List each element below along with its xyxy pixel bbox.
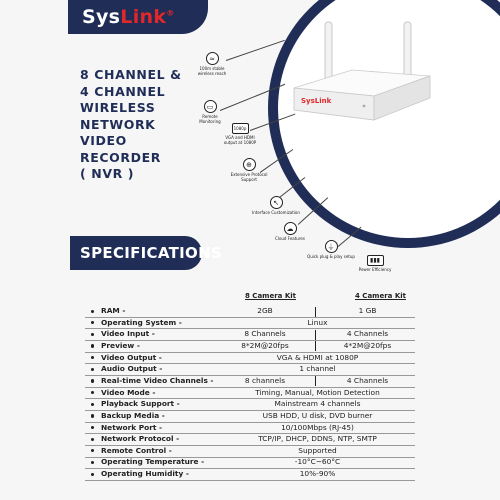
- bullet-icon: [91, 473, 94, 476]
- spec-value-8-camera: 8 Channels: [244, 329, 286, 339]
- feature-label: VGA and HDMI output at 1080P: [223, 135, 257, 145]
- spec-label: Preview -: [101, 340, 140, 350]
- bullet-icon: [91, 403, 94, 406]
- spec-row: [85, 306, 415, 317]
- spec-label: RAM -: [101, 306, 126, 315]
- bullet-icon: [91, 333, 94, 336]
- spec-value-4-camera: 4*2M@20fps: [343, 340, 392, 350]
- spec-label: Audio Output -: [101, 364, 163, 374]
- cursor-icon: ↖: [270, 196, 283, 209]
- bullet-icon: [91, 356, 94, 359]
- column-header-8-camera: 8 Camera Kit: [245, 292, 296, 300]
- spec-value: USB HDD, U disk, DVD burner: [262, 410, 373, 420]
- spec-row: [85, 353, 415, 364]
- spec-label: Network Protocol -: [101, 434, 180, 444]
- feature-plug: [306, 240, 356, 259]
- spec-label: Backup Media -: [101, 410, 165, 420]
- title-line: NETWORK: [80, 116, 156, 132]
- bullet-icon: [91, 426, 94, 429]
- row-divider: [85, 480, 415, 481]
- brand-logo: [82, 6, 175, 28]
- title-line: VIDEO: [80, 133, 127, 148]
- spec-label: Real-time Video Channels -: [101, 375, 214, 385]
- feature-label: Power Efficiency: [358, 267, 392, 272]
- feature-wireless: [193, 52, 231, 76]
- spec-row: [85, 318, 415, 329]
- logo-banner: [68, 0, 208, 34]
- feature-label: 100m stable wireless reach: [197, 66, 227, 76]
- spec-label: Operating Humidity -: [101, 469, 189, 479]
- spec-row: [85, 434, 415, 445]
- spec-value-8-camera: 8 channels: [244, 375, 286, 385]
- spec-label: Operating System -: [101, 317, 182, 327]
- spec-value: 10%-90%: [299, 469, 336, 479]
- spec-row: [85, 364, 415, 375]
- nvr-device-image: [292, 20, 432, 130]
- feature-label: Interface Customization: [252, 210, 300, 215]
- plug-icon: ⏚: [325, 240, 338, 253]
- spec-row: [85, 329, 415, 340]
- title-line: RECORDER: [80, 149, 161, 165]
- spec-row: [85, 457, 415, 468]
- spec-row: [85, 423, 415, 434]
- spec-row: [85, 341, 415, 352]
- specifications-heading: SPECIFICATIONS: [80, 244, 223, 262]
- antenna-left: [325, 22, 332, 82]
- spec-row: [85, 411, 415, 422]
- spec-row: [85, 376, 415, 387]
- spec-label: Operating Temperature -: [101, 457, 205, 467]
- spec-row: [85, 469, 415, 480]
- feature-protocol: [229, 158, 269, 182]
- brand-sys: Sys: [82, 6, 121, 28]
- spec-value: 1 channel: [299, 364, 336, 374]
- spec-value-8-camera: 2GB: [257, 306, 273, 315]
- bullet-icon: [91, 391, 94, 394]
- monitor-icon: ▭: [204, 100, 217, 113]
- column-divider: [315, 341, 316, 351]
- spec-value: -10°C~60°C: [294, 457, 341, 467]
- feature-label: Extensive Protocol Support: [230, 172, 268, 182]
- battery-icon: ▮▮▮: [367, 255, 384, 266]
- bullet-icon: [91, 438, 94, 441]
- spec-value: TCP/IP, DHCP, DDNS, NTP, SMTP: [258, 434, 377, 444]
- spec-label: Video Mode -: [101, 387, 156, 397]
- spec-value: VGA & HDMI at 1080P: [276, 352, 359, 362]
- spec-value-4-camera: 4 Channels: [346, 329, 389, 339]
- spec-row: [85, 388, 415, 399]
- feature-power: [354, 255, 396, 272]
- column-divider: [315, 376, 316, 386]
- title-line: 8 CHANNEL &: [80, 67, 182, 82]
- title-line: WIRELESS: [80, 100, 156, 115]
- hd-badge-icon: 1080p: [232, 123, 249, 134]
- spec-value: Mainstream 4 channels: [274, 399, 361, 409]
- specifications-banner: [70, 236, 223, 270]
- spec-row: [85, 399, 415, 410]
- spec-label: Playback Support -: [101, 399, 180, 409]
- spec-row: [85, 446, 415, 457]
- feature-label: Quick plug & play setup: [307, 254, 355, 259]
- feature-interface: [252, 196, 300, 215]
- feature-cloud: [272, 222, 308, 241]
- cloud-icon: ☁: [284, 222, 297, 235]
- bullet-icon: [91, 368, 94, 371]
- nvr-led: [363, 105, 366, 108]
- device-logo: SysLink: [301, 97, 332, 105]
- feature-label: Remote Monitoring: [199, 114, 221, 124]
- bullet-icon: [91, 344, 94, 347]
- spec-value-4-camera: 1 GB: [358, 306, 377, 315]
- column-divider: [315, 330, 316, 340]
- bullet-icon: [91, 310, 94, 313]
- bullet-icon: [91, 379, 94, 382]
- spec-value-4-camera: 4 Channels: [346, 375, 389, 385]
- title-line: ( NVR ): [80, 166, 135, 181]
- spec-value-8-camera: 8*2M@20fps: [241, 340, 289, 350]
- product-title: [80, 67, 210, 183]
- wifi-icon: ≈: [206, 52, 219, 65]
- bullet-icon: [91, 461, 94, 464]
- spec-value: Linux: [307, 317, 328, 327]
- feature-vga: [222, 123, 258, 145]
- spec-value: 10/100Mbps (RJ-45): [281, 422, 354, 432]
- globe-icon: ⊕: [243, 158, 256, 171]
- column-divider: [315, 307, 316, 317]
- column-header-4-camera: 4 Camera Kit: [355, 292, 406, 300]
- title-line: 4 CHANNEL: [80, 83, 166, 99]
- feature-remote: [192, 100, 228, 124]
- spec-value: Timing, Manual, Motion Detection: [255, 387, 380, 397]
- brand-link: Link: [120, 6, 167, 28]
- spec-label: Remote Control -: [101, 445, 172, 455]
- spec-label: Video Output -: [101, 352, 162, 362]
- spec-value: Supported: [298, 445, 337, 455]
- antenna-right: [404, 22, 411, 82]
- brand-mark: ®: [166, 8, 175, 18]
- spec-label: Video Input -: [101, 329, 155, 339]
- bullet-icon: [91, 321, 94, 324]
- bullet-icon: [91, 449, 94, 452]
- bullet-icon: [91, 414, 94, 417]
- spec-label: Network Port -: [101, 422, 163, 432]
- feature-label: Cloud Features: [275, 236, 305, 241]
